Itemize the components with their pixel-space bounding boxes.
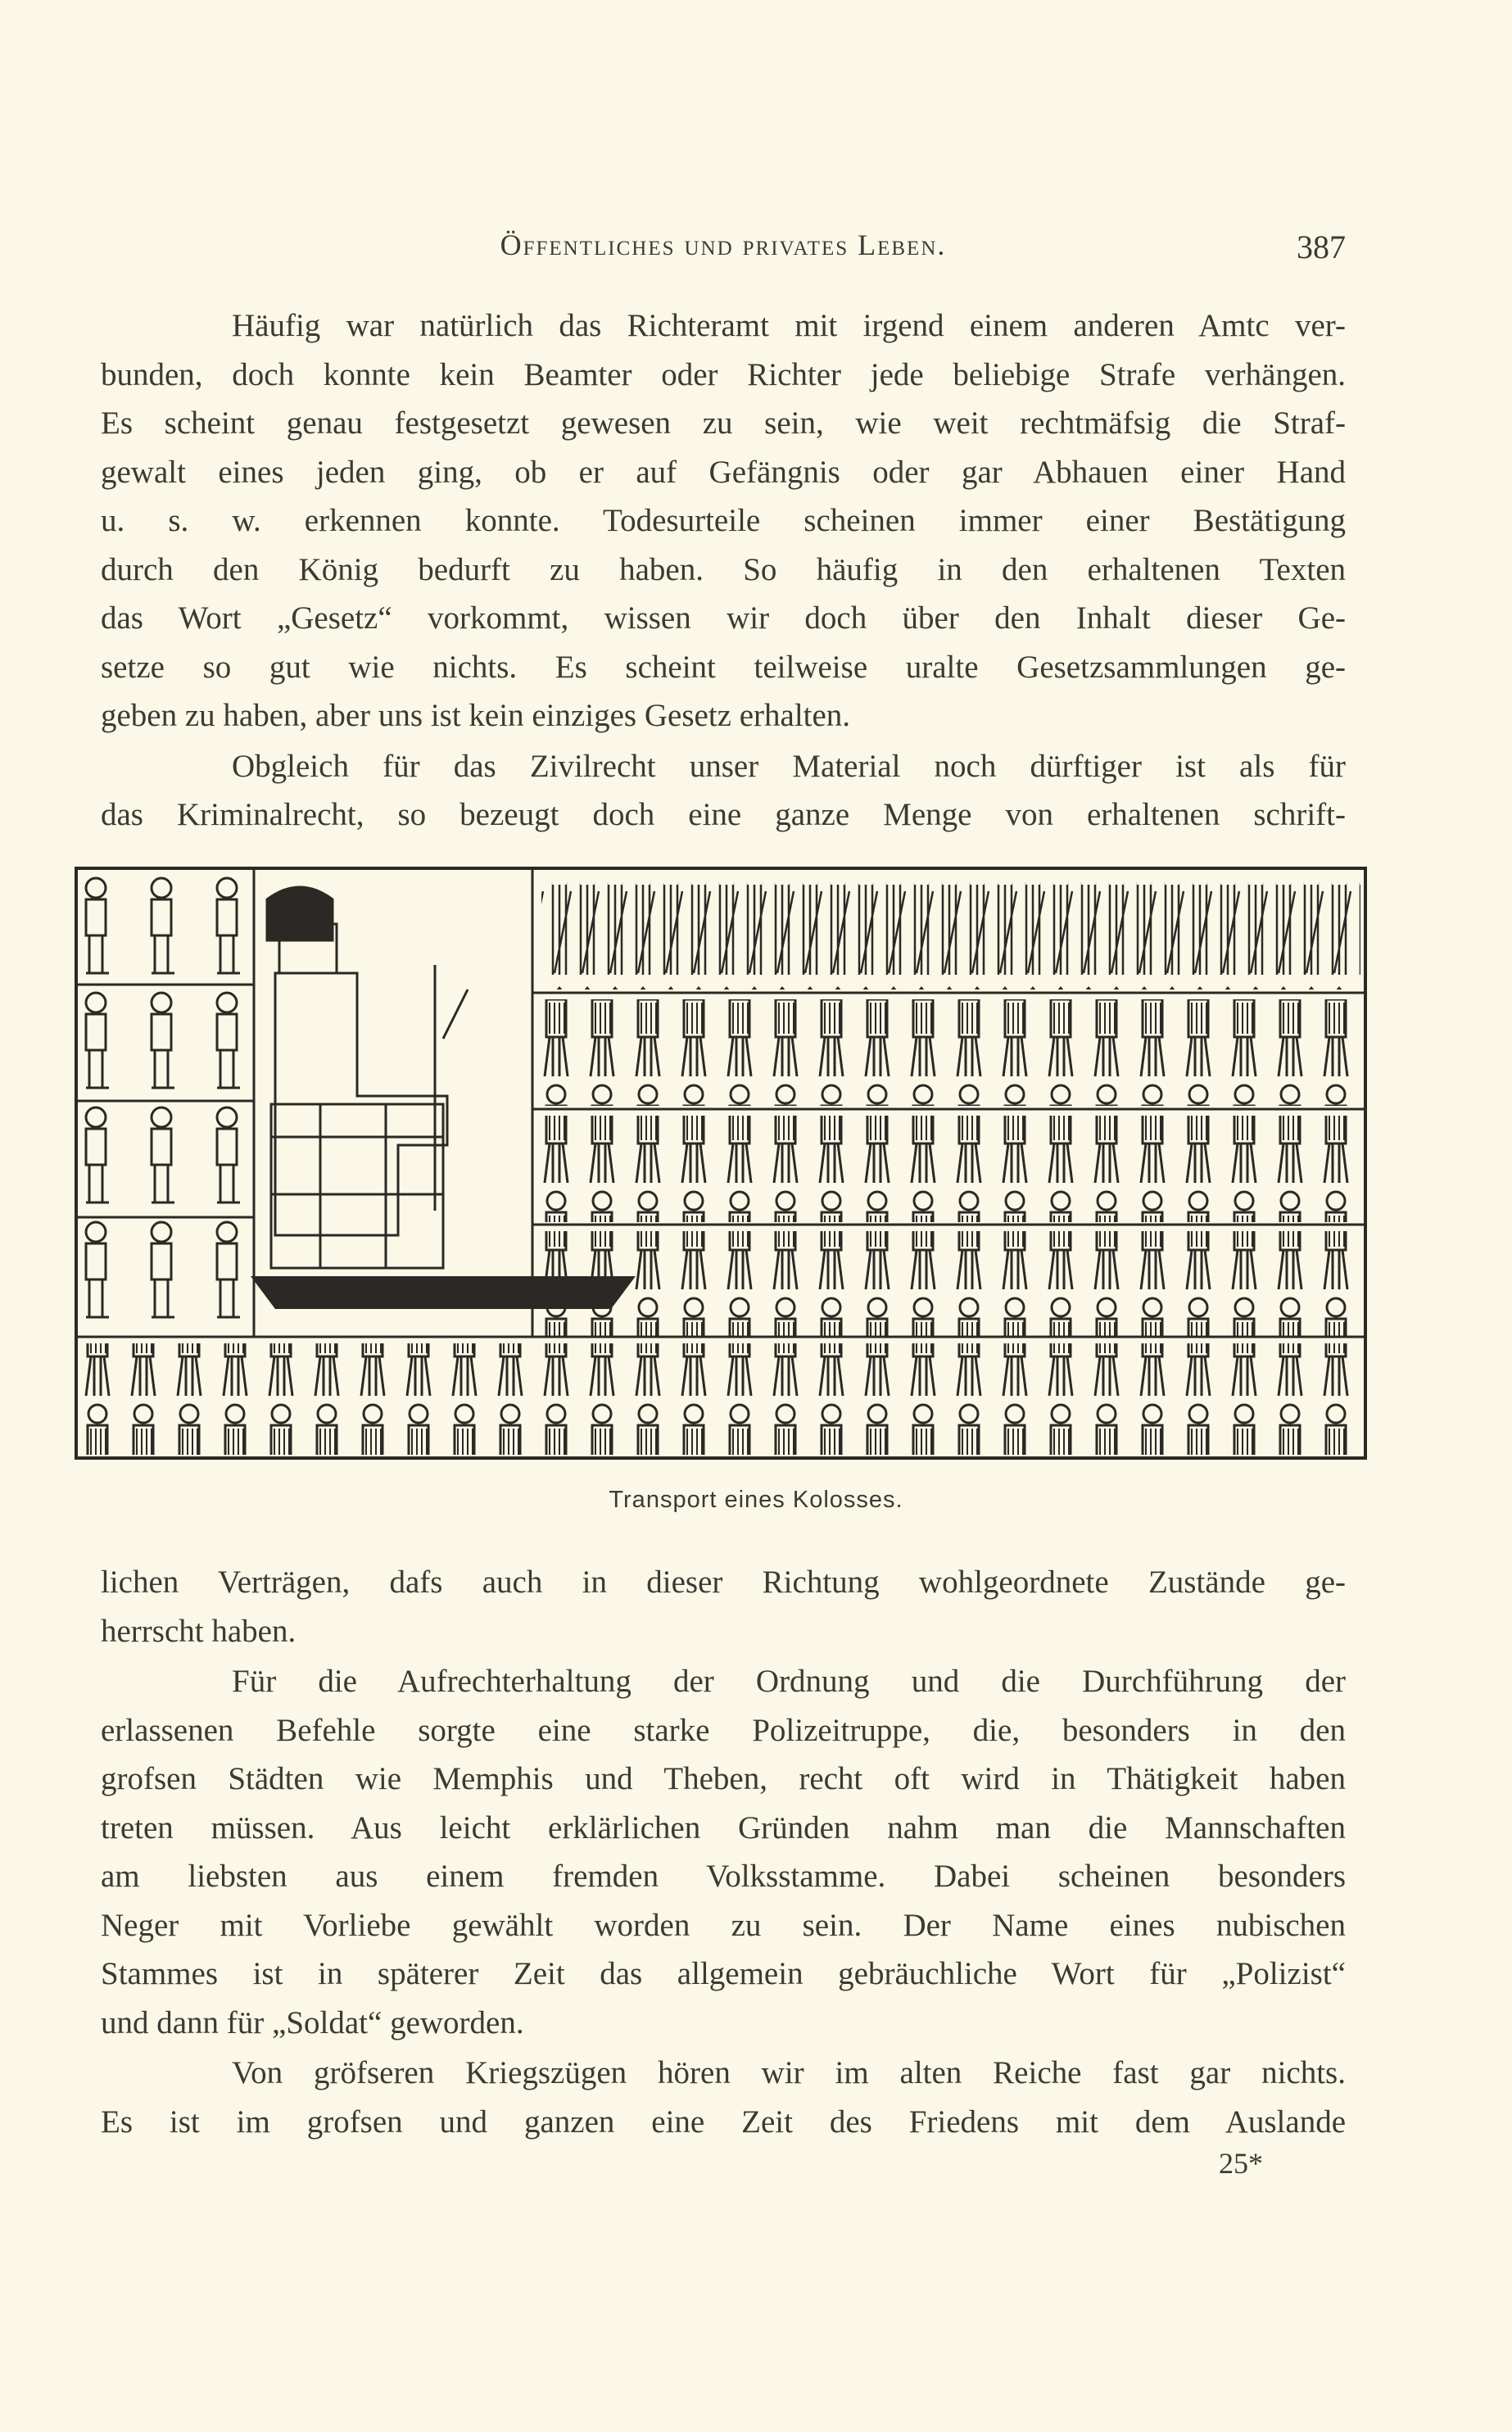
signature-mark: 25* — [1219, 2147, 1263, 2180]
text-line: geben zu haben, aber uns ist kein einziges Gesetz erhalten. — [101, 698, 851, 733]
text-line: setze so gut wie nichts. Es scheint teilweise uralte Gesetzsammlungen ge- — [101, 649, 1346, 685]
text-line: durch den König bedurft zu haben. So häufig in den erhaltenen Texten — [101, 551, 1346, 587]
text-line: Obgleich für das Zivilrecht unser Material noch dürftiger ist als für — [232, 748, 1346, 784]
paragraph — [101, 2049, 1346, 2146]
text-line: lichen Verträgen, dafs auch in dieser Richtung wohlgeordnete Zustände ge- — [101, 1565, 1346, 1600]
paragraph — [101, 1657, 1346, 2047]
text-line: grofsen Städten wie Memphis und Theben, recht oft wird in Thätigkeit haben — [101, 1761, 1346, 1796]
figure-transport-colossus — [75, 867, 1367, 1460]
text-line: herrscht haben. — [101, 1613, 297, 1649]
text-line: das Kriminalrecht, so bezeugt doch eine ganze Menge von erhaltenen schrift- — [101, 797, 1346, 832]
text-line: Es scheint genau festgesetzt gewesen zu sein, wie weit rechtmäfsig die Straf- — [101, 405, 1346, 441]
text-line: treten müssen. Aus leicht erklärlichen Gründen nahm man die Mannschaften — [101, 1809, 1346, 1846]
text-line: Es ist im grofsen und ganzen eine Zeit des Friedens mit dem Auslande — [101, 2104, 1346, 2140]
text-line: Für die Aufrechterhaltung der Ordnung und die Durchführung der — [232, 1664, 1346, 1699]
text-line: Neger mit Vorliebe gewählt worden zu sein. Der Name eines nubischen — [101, 1907, 1346, 1943]
text-block-top — [101, 301, 1346, 840]
text-line: am liebsten aus einem fremden Volksstamme. Dabei scheinen besonders — [101, 1859, 1346, 1894]
text-line: Häufig war natürlich das Richteramt mit irgend einem anderen Amtc ver- — [232, 308, 1346, 343]
running-head — [101, 221, 1346, 270]
text-line: Von gröfseren Kriegszügen hören wir im alten Reiche fast gar nichts. — [232, 2055, 1346, 2090]
text-line: erlassenen Befehle sorgte eine starke Polizeitruppe, die, besonders in den — [101, 1712, 1346, 1748]
paragraph — [101, 301, 1346, 740]
running-title: Öffentliches und privates Leben. — [500, 229, 947, 261]
colossus-illustration — [75, 867, 1367, 1460]
text-line: bunden, doch konnte kein Beamter oder Richter jede beliebige Strafe verhängen. — [101, 356, 1346, 392]
text-block-bottom — [101, 1558, 1346, 2146]
text-line: Stammes ist in späterer Zeit das allgemein gebräuchliche Wort für „Polizist“ — [101, 1956, 1346, 1991]
text-line: u. s. w. erkennen konnte. Todesurteile scheinen immer einer Bestätigung — [101, 503, 1346, 538]
paragraph — [101, 742, 1346, 840]
text-line: das Wort „Gesetz“ vorkommt, wissen wir doch über den Inhalt dieser Ge- — [101, 600, 1346, 636]
figure-caption: Transport eines Kolosses. — [609, 1487, 903, 1513]
page-number: 387 — [1297, 229, 1346, 265]
text-line: gewalt eines jeden ging, ob er auf Gefängnis oder gar Abhauen einer Hand — [101, 454, 1346, 490]
paragraph — [101, 1558, 1346, 1655]
text-line: und dann für „Soldat“ geworden. — [101, 2004, 524, 2040]
